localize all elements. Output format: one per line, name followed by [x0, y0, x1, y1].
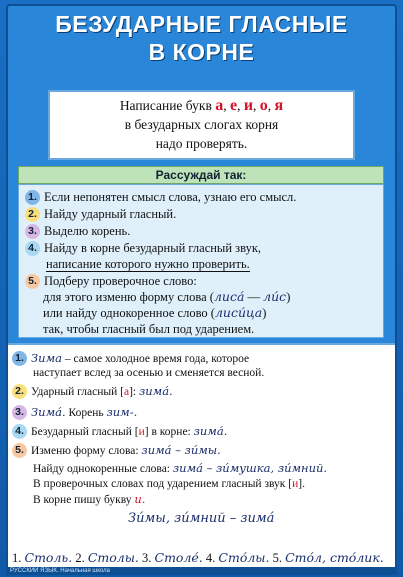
example-text: ].	[298, 478, 305, 490]
example-line-9	[128, 511, 274, 526]
example-line-8	[33, 492, 145, 507]
rule-letter-i: и	[243, 97, 254, 114]
handwritten-word: Сто́л, сто́лик.	[285, 550, 384, 565]
handwritten-word: лиса́	[213, 289, 245, 304]
rule-letter-o: о	[259, 97, 268, 114]
example-number: 5.	[12, 443, 27, 458]
step-5-text: )	[286, 290, 291, 304]
step-text: Найду в корне безударный гласный звук,	[44, 241, 262, 255]
bottom-number: 4.	[205, 551, 216, 565]
example-line-3	[12, 405, 137, 420]
step-5-text: или найду однокоренное слово (	[43, 306, 215, 320]
example-number: 4.	[12, 424, 27, 439]
example-text: ] в корне:	[144, 426, 194, 438]
step-number: 2.	[25, 207, 40, 222]
example-text: Ударный гласный [	[31, 386, 124, 398]
step-text: Если непонятен смысл слова, узнаю его смысл.	[44, 190, 297, 204]
example-line-4	[12, 424, 227, 439]
reasoning-panel	[18, 184, 384, 338]
step-number: 5.	[25, 274, 40, 289]
step-4-underlined: написание которого нужно проверить.	[46, 257, 250, 271]
bottom-number: 1.	[12, 551, 22, 565]
handwritten-root: зим-.	[106, 405, 138, 419]
handwritten-word: Зима	[31, 351, 62, 365]
step-5-text: )	[262, 306, 267, 320]
example-line-6	[33, 461, 327, 476]
rule-line-3: надо проверять.	[155, 136, 248, 151]
bottom-number: 3.	[142, 551, 152, 565]
handwritten-word: Столе́.	[154, 550, 203, 565]
bottom-item-4	[206, 551, 270, 565]
handwritten-word: зима́.	[138, 384, 173, 398]
rule-line-2: в безударных слогах корня	[124, 117, 279, 132]
step-number: 4.	[25, 241, 40, 256]
example-number: 1.	[12, 351, 27, 366]
step-2	[25, 206, 176, 222]
example-line-1-cont: наступает вслед за осенью и сменяется весной.	[33, 367, 265, 379]
bottom-number: 5.	[272, 551, 282, 565]
handwritten-word: Сто́лы.	[218, 550, 270, 565]
footer-strip: РУССКИЙ ЯЗЫК. Начальная школа	[6, 567, 397, 575]
handwritten-word: Столь.	[24, 550, 73, 565]
handwritten-word: зима́ – зи́мушка, зи́мний.	[172, 461, 328, 475]
example-line-5	[12, 443, 221, 458]
example-line-1	[12, 351, 249, 366]
rule-line-1: Написание букв а, е, и, о, я	[119, 97, 284, 114]
handwritten-word: Зима́.	[31, 405, 66, 419]
handwritten-word: Зи́мы, зи́мний – зима́	[128, 511, 275, 526]
step-4	[25, 240, 261, 256]
bottom-item-2	[75, 551, 139, 565]
rule-letter-ya: я	[274, 97, 284, 114]
step-3	[25, 223, 130, 239]
title-line-2: В КОРНЕ	[148, 39, 255, 65]
rule-letter-a: а	[215, 97, 224, 114]
poster-title	[8, 10, 395, 66]
example-text: В проверочных словах под ударением гласный звук [	[33, 478, 293, 490]
step-5-text: для этого изменю форму слова (	[43, 290, 214, 304]
step-5-line-3	[43, 305, 266, 321]
example-line-7	[33, 477, 305, 491]
example-text: Найду однокоренные слова:	[33, 463, 173, 475]
step-text: Подберу проверочное слово:	[44, 274, 197, 288]
bottom-item-1	[12, 551, 72, 565]
bottom-number: 2.	[75, 551, 85, 565]
dash: —	[244, 290, 264, 304]
example-text: ]:	[129, 386, 139, 398]
step-1	[25, 189, 296, 205]
example-panel	[8, 343, 395, 567]
step-number: 3.	[25, 224, 40, 239]
bottom-item-5	[273, 551, 384, 565]
handwritten-word: лиси́ца	[214, 305, 263, 320]
example-number: 2.	[12, 384, 27, 399]
rule-letter-e: е	[229, 97, 238, 114]
step-5	[25, 273, 197, 289]
step-number: 1.	[25, 190, 40, 205]
step-5-line-2	[43, 289, 290, 305]
bottom-item-3	[142, 551, 203, 565]
example-text: Безударный гласный [	[31, 426, 139, 438]
rule-prefix: Написание букв	[119, 98, 216, 113]
step-text: Найду ударный гласный.	[44, 207, 177, 221]
handwritten-word: ли́с	[263, 289, 287, 304]
step-text: Выделю корень.	[44, 224, 131, 238]
example-number: 3.	[12, 405, 27, 420]
example-text: Изменю форму слова:	[31, 445, 142, 457]
handwritten-word: зима́ – зи́мы.	[141, 443, 221, 457]
sound-letter: а	[123, 386, 130, 398]
example-line-2	[12, 384, 173, 399]
example-text: – самое холодное время года, которое	[61, 353, 250, 365]
handwritten-word: Столы.	[87, 550, 139, 565]
handwritten-letter: и.	[134, 492, 146, 506]
sound-letter: и	[138, 426, 145, 438]
step-5-line-4: так, чтобы гласный был под ударением.	[43, 322, 255, 336]
reasoning-heading: Рассуждай так:	[18, 166, 384, 184]
title-line-1: БЕЗУДАРНЫЕ ГЛАСНЫЕ	[55, 11, 348, 37]
bottom-summary-row	[12, 550, 384, 566]
sound-letter: и	[292, 478, 299, 490]
handwritten-word: зима́.	[193, 424, 228, 438]
rule-box	[48, 90, 355, 160]
step-4-continuation	[46, 256, 250, 272]
example-text: В корне пишу букву	[33, 494, 135, 506]
example-text: Корень	[65, 407, 107, 419]
